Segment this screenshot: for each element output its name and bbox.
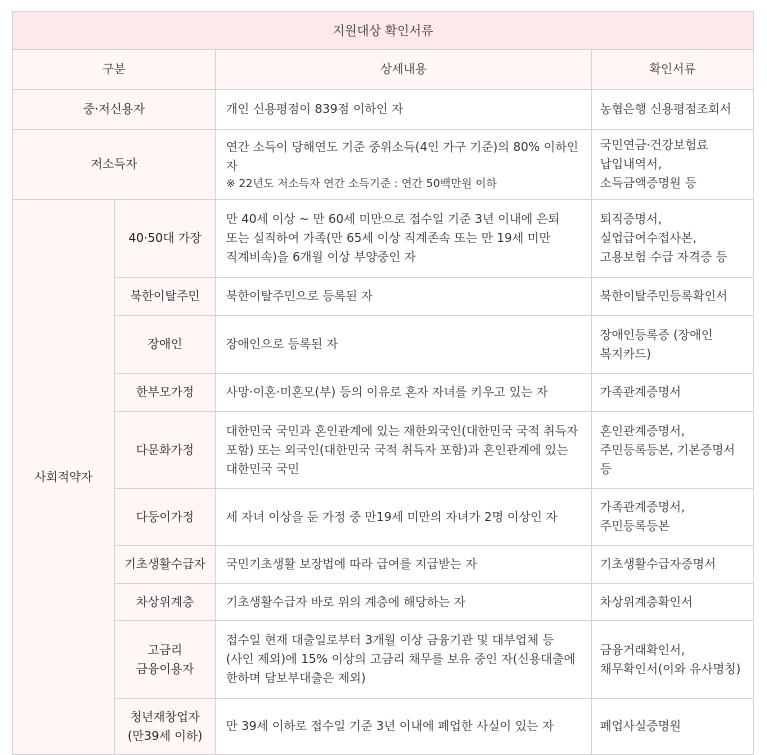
header-category: 구분 <box>13 50 216 90</box>
row-category: 차상위계층 <box>115 584 216 621</box>
row-documents: 퇴직증명서, 실업급여수접사본, 고용보험 수급 자격증 등 <box>592 200 754 278</box>
row-detail-cell <box>216 130 592 200</box>
row-documents: 차상위계층확인서 <box>592 584 754 621</box>
row-detail: 접수일 현재 대출일로부터 3개월 이상 금융기관 및 대부업체 등(사인 제외)에 15% 이상의 고금리 채무를 보유 중인 자(신용대출에 한하며 담보부대출은 제외) <box>216 621 592 699</box>
table-title: 지원대상 확인서류 <box>13 12 754 50</box>
row-documents: 폐업사실증명원 <box>592 699 754 755</box>
table-row <box>13 584 754 621</box>
row-category: 장애인 <box>115 316 216 374</box>
table-row <box>13 489 754 546</box>
table-row <box>13 316 754 374</box>
row-detail: 세 자녀 이상을 둔 가정 중 만19세 미만의 자녀가 2명 이상인 자 <box>216 489 592 546</box>
row-detail: 연간 소득이 당해연도 기준 중위소득(4인 가구 기준)의 80% 이하인 자 <box>226 139 579 173</box>
row-documents: 장애인등록증 (장애인 복지카드) <box>592 316 754 374</box>
row-documents: 가족관계증명서 <box>592 374 754 412</box>
row-detail: 대한민국 국민과 혼인관계에 있는 재한외국인(대한민국 국적 취득자 포함) 또는 외국인(대한민국 국적 취득자 포함)과 혼인관계에 있는 대한민국 국민 <box>216 412 592 489</box>
table-row <box>13 412 754 489</box>
row-documents: 금융거래확인서, 채무확인서(이와 유사명칭) <box>592 621 754 699</box>
row-detail: 북한이탈주민으로 등록된 자 <box>216 278 592 316</box>
row-detail: 기초생활수급자 바로 위의 계층에 해당하는 자 <box>216 584 592 621</box>
table-row <box>13 699 754 755</box>
row-documents: 가족관계증명서, 주민등록등본 <box>592 489 754 546</box>
row-documents: 혼인관계증명서, 주민등록등본, 기본증명서 등 <box>592 412 754 489</box>
row-documents: 북한이탈주민등록확인서 <box>592 278 754 316</box>
row-note: ※ 22년도 저소득자 연간 소득기준 : 연간 50백만원 이하 <box>226 176 497 190</box>
row-detail: 만 40세 이상 ~ 만 60세 미만으로 접수일 기준 3년 이내에 은퇴 또는 실직하여 가족(만 65세 이상 직계존속 또는 만 19세 미만 직계비속)을 6개월 이상 부양중인 자 <box>216 200 592 278</box>
header-documents: 확인서류 <box>592 50 754 90</box>
row-category: 청년재창업자 (만39세 이하) <box>115 699 216 755</box>
row-detail: 만 39세 이하로 접수일 기준 3년 이내에 폐업한 사실이 있는 자 <box>216 699 592 755</box>
table-row <box>13 374 754 412</box>
group-label: 사회적약자 <box>13 200 115 755</box>
row-category: 중·저신용자 <box>13 90 216 130</box>
table-row <box>13 278 754 316</box>
row-documents: 국민연금·건강보험료 납입내역서, 소득금액증명원 등 <box>592 130 754 200</box>
row-detail: 사망·이혼·미혼모(부) 등의 이유로 혼자 자녀를 키우고 있는 자 <box>216 374 592 412</box>
table-row <box>13 546 754 584</box>
eligibility-documents-table <box>12 11 754 755</box>
header-detail: 상세내용 <box>216 50 592 90</box>
row-documents: 농협은행 신용평점조회서 <box>592 90 754 130</box>
row-detail: 국민기초생활 보장법에 따라 급여를 지급받는 자 <box>216 546 592 584</box>
table-row <box>13 200 754 278</box>
table-row <box>13 130 754 200</box>
row-category: 다둥이가정 <box>115 489 216 546</box>
row-category: 40·50대 가장 <box>115 200 216 278</box>
row-detail: 개인 신용평점이 839점 이하인 자 <box>216 90 592 130</box>
row-category: 다문화가정 <box>115 412 216 489</box>
table-row <box>13 621 754 699</box>
row-detail: 장애인으로 등록된 자 <box>216 316 592 374</box>
row-documents: 기초생활수급자증명서 <box>592 546 754 584</box>
row-category: 기초생활수급자 <box>115 546 216 584</box>
row-category: 한부모가정 <box>115 374 216 412</box>
table-row <box>13 90 754 130</box>
row-category: 북한이탈주민 <box>115 278 216 316</box>
row-category: 저소득자 <box>13 130 216 200</box>
row-category: 고금리 금융이용자 <box>115 621 216 699</box>
